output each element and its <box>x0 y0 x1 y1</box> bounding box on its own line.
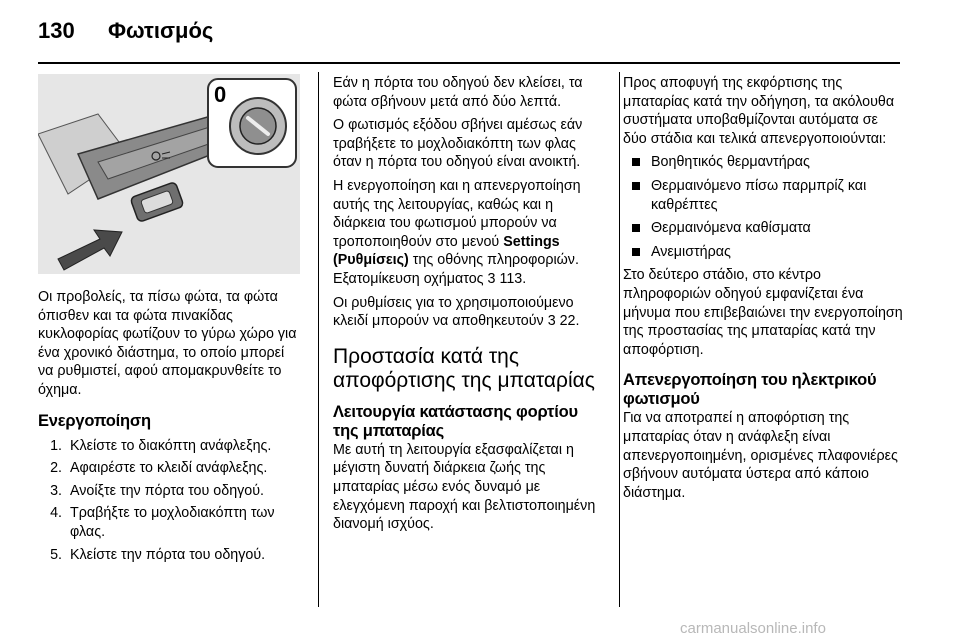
list-item: 1. Κλείστε το διακόπτη ανάφλεξης. <box>66 437 300 456</box>
paragraph <box>333 294 603 331</box>
paragraph <box>333 177 603 289</box>
settings-menu-label: Settings (Ρυθμίσεις) <box>333 233 560 269</box>
column-1 <box>38 74 300 568</box>
disabled-systems-list <box>623 153 903 261</box>
page-reference: 3 22. <box>547 313 580 330</box>
column-divider-1 <box>318 72 319 607</box>
paragraph: Με αυτή τη λειτουργία εξασφαλίζεται η μέγιστη δυνατή διάρκεια ζωής της μπαταρίας μέσω ενός δυναμό με ελεγχόμενη παροχή και βελτιστοποιημένη διανομή ισχύος. <box>333 441 596 533</box>
section-heading-activation: Ενεργοποίηση <box>38 411 151 430</box>
column-3 <box>623 74 903 507</box>
subheading-lighting-off: Απενεργοποίηση του ηλεκτρικού φωτισμού <box>623 371 877 409</box>
list-item: 2. Αφαιρέστε το κλειδί ανάφλεξης. <box>66 459 300 478</box>
page-title: Φωτισμός <box>108 18 214 43</box>
page-reference: 3 113. <box>487 270 527 287</box>
inset-label: 0 <box>214 82 227 107</box>
section-heading-battery: Προστασία κατά της αποφόρτισης της μπαταρίας <box>333 344 595 392</box>
activation-steps <box>38 437 300 565</box>
paragraph-text: της οθόνης πληροφοριών. Εξατομίκευση οχήματος <box>333 252 579 287</box>
list-item: 5. Κλείστε την πόρτα του οδηγού. <box>66 546 300 565</box>
paragraph: Εάν η πόρτα του οδηγού δεν κλείσει, τα φώτα σβήνουν μετά από δύο λεπτά. <box>333 75 583 110</box>
list-item: Ανεμιστήρας <box>623 243 903 262</box>
list-item: 4. Τραβήξτε το μοχλοδιακόπτη των φλας. <box>66 504 300 541</box>
turn-signal-lever-illustration <box>38 74 300 274</box>
paragraph: Στο δεύτερο στάδιο, στο κέντρο πληροφοριών οδηγού εμφανίζεται ένα μήνυμα που επιβεβαιώνει την ενεργοποίηση της προστασίας της μπαταρίας κατά την αποφόρτιση. <box>623 267 903 358</box>
list-item: Βοηθητικός θερμαντήρας <box>623 153 903 172</box>
paragraph: Για να αποτραπεί η αποφόρτιση της μπαταρίας όταν η ανάφλεξη είναι απενεργοποιημένη, ορισμένες πλαφονιέρες σβήνουν αυτόματα ύστερα από κάποιο διάστημα. <box>623 410 898 501</box>
list-item: Θερμαινόμενο πίσω παρμπρίζ και καθρέπτες <box>623 177 903 214</box>
list-item: 3. Ανοίξτε την πόρτα του οδηγού. <box>66 482 300 501</box>
column-2 <box>333 74 603 539</box>
paragraph: Ο φωτισμός εξόδου σβήνει αμέσως εάν τραβήξετε το μοχλοδιακόπτη των φλας όταν η πόρτα του οδηγού είναι ανοικτή. <box>333 117 583 171</box>
header-rule <box>38 62 900 64</box>
subheading-battery-load: Λειτουργία κατάστασης φορτίου της μπαταρίας <box>333 402 578 440</box>
page-number: 130 <box>38 18 75 43</box>
paragraph-text: Η ενεργοποίηση και η απενεργοποίηση αυτής της λειτουργίας, καθώς και η διάρκεια του φωτισμού μπορούν να τροποποιηθούν στο μενού <box>333 177 581 250</box>
column-divider-2 <box>619 72 620 607</box>
watermark: carmanualsonline.info <box>680 620 826 637</box>
paragraph-text: Οι ρυθμίσεις για το χρησιμοποιούμενο κλειδί μπορούν να αποθηκευτούν <box>333 294 574 330</box>
paragraph: Προς αποφυγή της εκφόρτισης της μπαταρίας κατά την οδήγηση, τα ακόλουθα συστήματα υποβαθμίζονται αυτόματα σε δύο στάδια και τελικά απενεργοποιούνται: <box>623 75 895 147</box>
list-item: Θερμαινόμενα καθίσματα <box>623 219 903 238</box>
lever-drawing <box>38 74 300 274</box>
intro-paragraph: Οι προβολείς, τα πίσω φώτα, τα φώτα όπισθεν και τα φώτα πινακίδας κυκλοφορίας φωτίζουν το γύρω χώρο για ένα χρονικό διάστημα, το οποίο μπορεί να ρυθμιστεί, αφού απομακρυνθείτε το όχημα. <box>38 289 297 398</box>
